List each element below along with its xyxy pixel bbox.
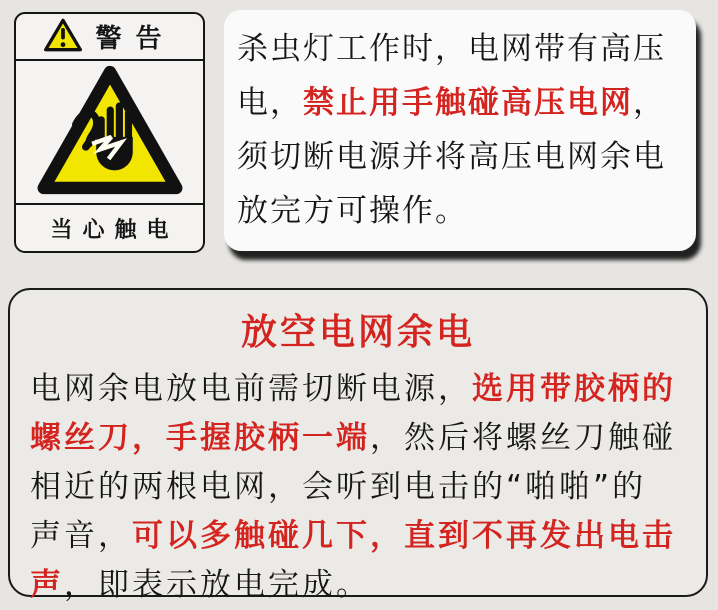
electric-shock-warning-sign [14,12,205,253]
panel-body-text [10,355,706,610]
high-voltage-notice-card [224,10,696,251]
body-text: 放完方可操作。 [237,193,468,229]
text-line [30,512,686,561]
text-line [237,130,683,184]
panel-title: 放空电网余电 [240,312,475,353]
electric-shock-hand-icon [34,61,186,203]
text-line [237,22,683,76]
warning-sign-caption: 当心触电 [50,217,179,243]
emphasized-text: 螺丝刀，手握胶柄一端 [30,420,370,456]
emphasized-text: 禁止用手触碰高压电网 [303,85,633,121]
body-text: ， [633,85,666,121]
body-text: 须切断电源并将高压电网余电 [237,139,666,175]
text-line [30,463,686,512]
body-text: ，然后将螺丝刀触碰 [370,420,676,456]
warning-sign-header [16,14,203,61]
emphasized-text: 声 [30,567,64,603]
body-text: 声音， [30,518,132,554]
warning-triangle-icon [43,17,83,57]
body-text: 相近的两根电网，会听到电击的“啪啪”的 [30,469,647,505]
body-text: ，即表示放电完成。 [64,567,370,603]
text-line [30,414,686,463]
body-text: 杀虫灯工作时，电网带有高压 [237,31,666,67]
warning-sign-footer [16,203,203,251]
body-text: 电网余电放电前需切断电源， [30,371,472,407]
emphasized-text: 可以多触碰几下，直到不再发出电击 [132,518,676,554]
warning-sign-symbol-area [16,61,203,203]
body-text: 电， [237,85,303,121]
emphasized-text: 选用带胶柄的 [472,371,676,407]
text-line [237,184,683,238]
discharge-instructions-panel [8,288,708,603]
warning-sign-title: 警告 [95,24,176,54]
text-line [30,365,686,414]
text-line [237,76,683,130]
text-line [30,561,686,610]
